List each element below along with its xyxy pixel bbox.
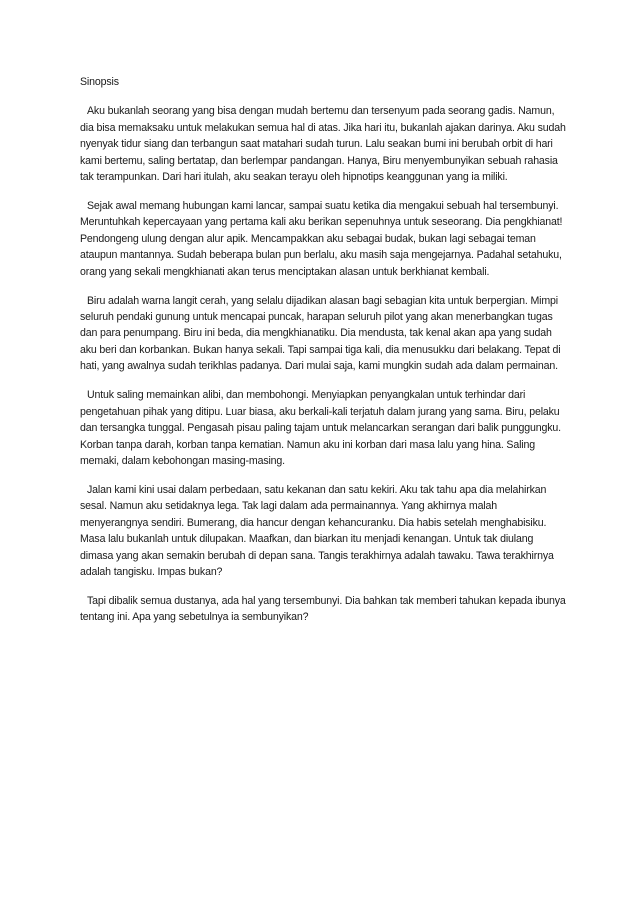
paragraph-5: Jalan kami kini usai dalam perbedaan, satu kekanan dan satu kekiri. Aku tak tahu apa dia melahirkan sesal. Namun aku setidaknya lega. Tak lagi dalam ada permainannya. Yang akhirnya malah menyerangnya sendiri. Bumerang, dia hancur dengan kehancuranku. Dia habis setelah menghabisiku. Masa lalu bukanlah untuk dilupakan. Maafkan, dan biarkan itu menjadi kenangan. Untuk tak diulang dimasa yang akan semakin berubah di depan sana. Tangis terakhirnya adalah tawaku. Tawa terakhirnya adalah tangisku. Impas bukan? — [80, 483, 554, 578]
paragraph-2: Sejak awal memang hubungan kami lancar, sampai suatu ketika dia mengakui sebuah hal tersembunyi. Meruntuhkah kepercayaan yang pertama kali aku berikan sepenuhnya untuk seseorang. Dia pengkhianat! Pendongeng ulung dengan alur apik. Mencampakkan aku sebagai budak, bukan lagi sebagai teman ataupun mantannya. Sudah beberapa bulan pun berlalu, aku masih saja mengejarnya. Padahal setahuku, orang yang sekali mengkhianati akan terus menciptakan alasan untuk berkhianat kembali. — [80, 200, 563, 278]
paragraph-4: Untuk saling memainkan alibi, dan membohongi. Menyiapkan penyangkalan untuk terhindar dari pengetahuan pihak yang ditipu. Luar biasa, aku berkali-kali terjatuh dalam jurang yang sama. Biru, pelaku dan tersangka tunggal. Pengasah pisau paling tajam untuk melancarkan serangan dari balik punggungku. Korban tanpa darah, korban tanpa kematian. Namun aku ini korban dari masa lalu yang hina. Saling memaki, dalam kebohongan masing-masing. — [80, 389, 561, 467]
document-title: Sinopsis — [80, 76, 119, 88]
paragraph-6: Tapi dibalik semua dustanya, ada hal yang tersembunyi. Dia bahkan tak memberi tahukan kepada ibunya tentang ini. Apa yang sebetulnya ia sembunyikan? — [80, 594, 566, 624]
paragraph-3: Biru adalah warna langit cerah, yang selalu dijadikan alasan bagi sebagian kita untuk berpergian. Mimpi seluruh pendaki gunung untuk mencapai puncak, harapan seluruh pilot yang akan menerbangkan tugas dan para penumpang. Biru ini beda, dia mengkhianatiku. Dia mendusta, tak kenal akan apa yang sudah aku beri dan korbankan. Bukan hanya sekali. Tapi sampai tiga kali, dia menusukku dari belakang. Tepat di hati, yang awalnya sudah terikhlas padanya. Dari mulai saja, kami mungkin sudah ada dalam permainan. — [80, 294, 561, 373]
paragraph-1: Aku bukanlah seorang yang bisa dengan mudah bertemu dan tersenyum pada seorang gadis. Namun, dia bisa memaksaku untuk melakukan semua hal di atas. Jika hari itu, bukanlah ajakan darinya. Aku sudah nyenyak tidur siang dan terbangun saat matahari sudah turun. Lalu seakan bumi ini berubah orbit di hari kami bertemu, saling bertatap, dan berlempar pandangan. Hanya, Biru menyembunyikan sebuah rahasia tak terampunkan. Dari hari itulah, aku seakan terayu oleh hipnotips keanggunan yang ia miliki. — [80, 105, 566, 184]
document-body — [80, 74, 568, 638]
